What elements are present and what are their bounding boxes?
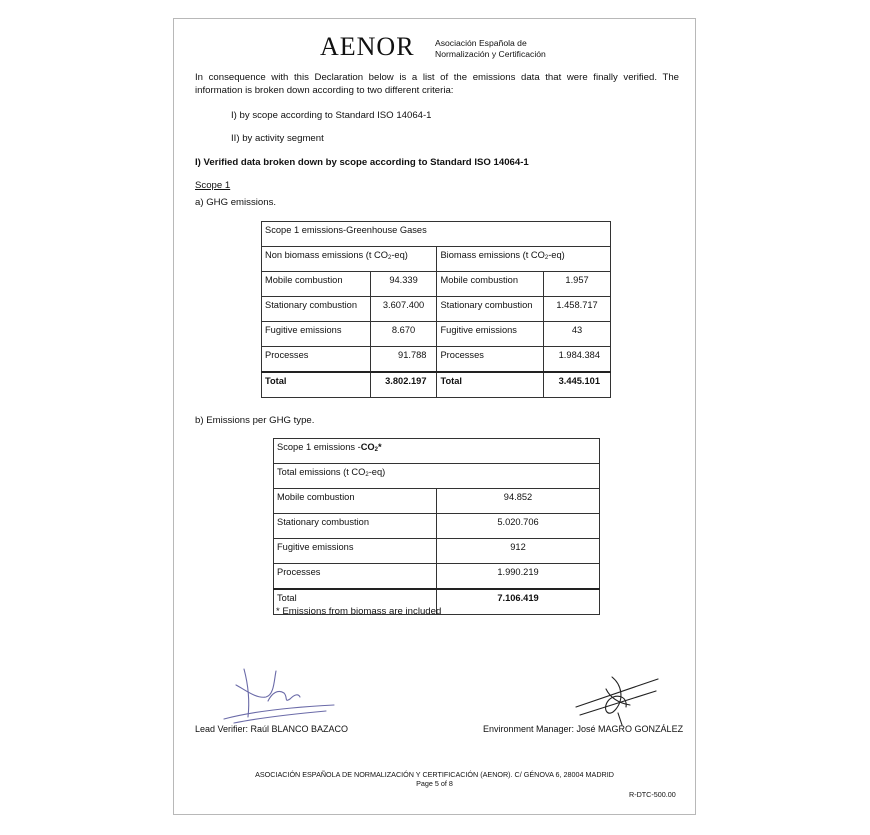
intro-paragraph: In consequence with this Declaration below is a list of the emissions data that were finally verified. The information is broken down according to two different criteria: — [195, 72, 679, 96]
criterion-1: I) by scope according to Standard ISO 14064-1 — [231, 110, 432, 121]
criterion-2: II) by activity segment — [231, 133, 324, 144]
logo-subtitle-line-2: Normalización y Certificación — [435, 49, 546, 59]
cell-label: Processes — [262, 347, 371, 373]
footnote: * Emissions from biomass are included — [276, 606, 442, 617]
scope1-co2-table — [273, 438, 600, 615]
cell-value: 3.802.197 — [370, 372, 437, 398]
document-code: R-DTC-500.00 — [629, 790, 676, 799]
cell-value: 43 — [544, 322, 611, 347]
table1-title: Scope 1 emissions-Greenhouse Gases — [262, 222, 611, 247]
item-b-label: b) Emissions per GHG type. — [195, 415, 315, 426]
table1-right-header: Biomass emissions (t $CO_2-eq$) — [437, 247, 611, 272]
table-row — [274, 564, 600, 590]
section-title: I) Verified data broken down by scope according to Standard ISO 14064-1 — [195, 157, 529, 168]
cell-value: 5.020.706 — [437, 514, 600, 539]
document-page — [173, 18, 696, 815]
cell-label: Stationary combustion — [274, 514, 437, 539]
cell-value: 912 — [437, 539, 600, 564]
table-row — [274, 539, 600, 564]
cell-label: Total — [437, 372, 544, 398]
footer-address: ASOCIACIÓN ESPAÑOLA DE NORMALIZACIÓN Y CERTIFICACIÓN (AENOR). C/ GÉNOVA 6, 28004 MADRID — [255, 770, 614, 779]
footer — [174, 770, 695, 788]
cell-value: 7.106.419 — [437, 589, 600, 615]
logo-subtitle-line-1: Asociación Española de — [435, 38, 527, 48]
environment-manager-label: Environment Manager: José MAGRO GONZÁLEZ — [483, 724, 684, 734]
table-row — [274, 514, 600, 539]
cell-value: 1.984.384 — [544, 347, 611, 373]
cell-value: 94.339 — [370, 272, 437, 297]
table-row — [262, 272, 611, 297]
cell-label: Total — [274, 589, 437, 615]
cell-value: 1.458.717 — [544, 297, 611, 322]
table-total-row — [262, 372, 611, 398]
cell-label: Total — [262, 372, 371, 398]
aenor-logo-subtitle — [435, 38, 546, 60]
cell-value: 94.852 — [437, 489, 600, 514]
cell-label: Stationary combustion — [262, 297, 371, 322]
table2-title: Scope 1 emissions $-CO_2*$ — [274, 439, 600, 464]
cell-label: Fugitive emissions — [262, 322, 371, 347]
lead-verifier-signature — [214, 659, 344, 729]
cell-label: Processes — [274, 564, 437, 590]
lead-verifier-label: Lead Verifier: Raúl BLANCO BAZACO — [195, 724, 349, 734]
table-row — [262, 322, 611, 347]
cell-value: 3.607.400 — [370, 297, 437, 322]
scope-label: Scope 1 — [195, 180, 231, 191]
cell-value: 1.957 — [544, 272, 611, 297]
item-a-label: a) GHG emissions. — [195, 197, 277, 208]
cell-value: 1.990.219 — [437, 564, 600, 590]
cell-label: Stationary combustion — [437, 297, 544, 322]
aenor-logo: AENOR — [320, 32, 415, 61]
cell-label: Fugitive emissions — [437, 322, 544, 347]
page-number: Page 5 of 8 — [416, 779, 453, 788]
cell-value: 91.788 — [370, 347, 437, 373]
cell-value: 8.670 — [370, 322, 437, 347]
environment-manager-signature — [572, 669, 662, 729]
table-row — [274, 489, 600, 514]
cell-label: Mobile combustion — [274, 489, 437, 514]
table1-left-header: Non biomass emissions (t $CO_2-eq$) — [262, 247, 437, 272]
scope1-ghg-table — [261, 221, 611, 398]
cell-label: Processes — [437, 347, 544, 373]
cell-label: Mobile combustion — [262, 272, 371, 297]
table-row — [262, 297, 611, 322]
table2-header: Total emissions (t $CO_2-eq$) — [274, 464, 600, 489]
cell-label: Mobile combustion — [437, 272, 544, 297]
cell-value: 3.445.101 — [544, 372, 611, 398]
table-row — [262, 347, 611, 373]
cell-label: Fugitive emissions — [274, 539, 437, 564]
